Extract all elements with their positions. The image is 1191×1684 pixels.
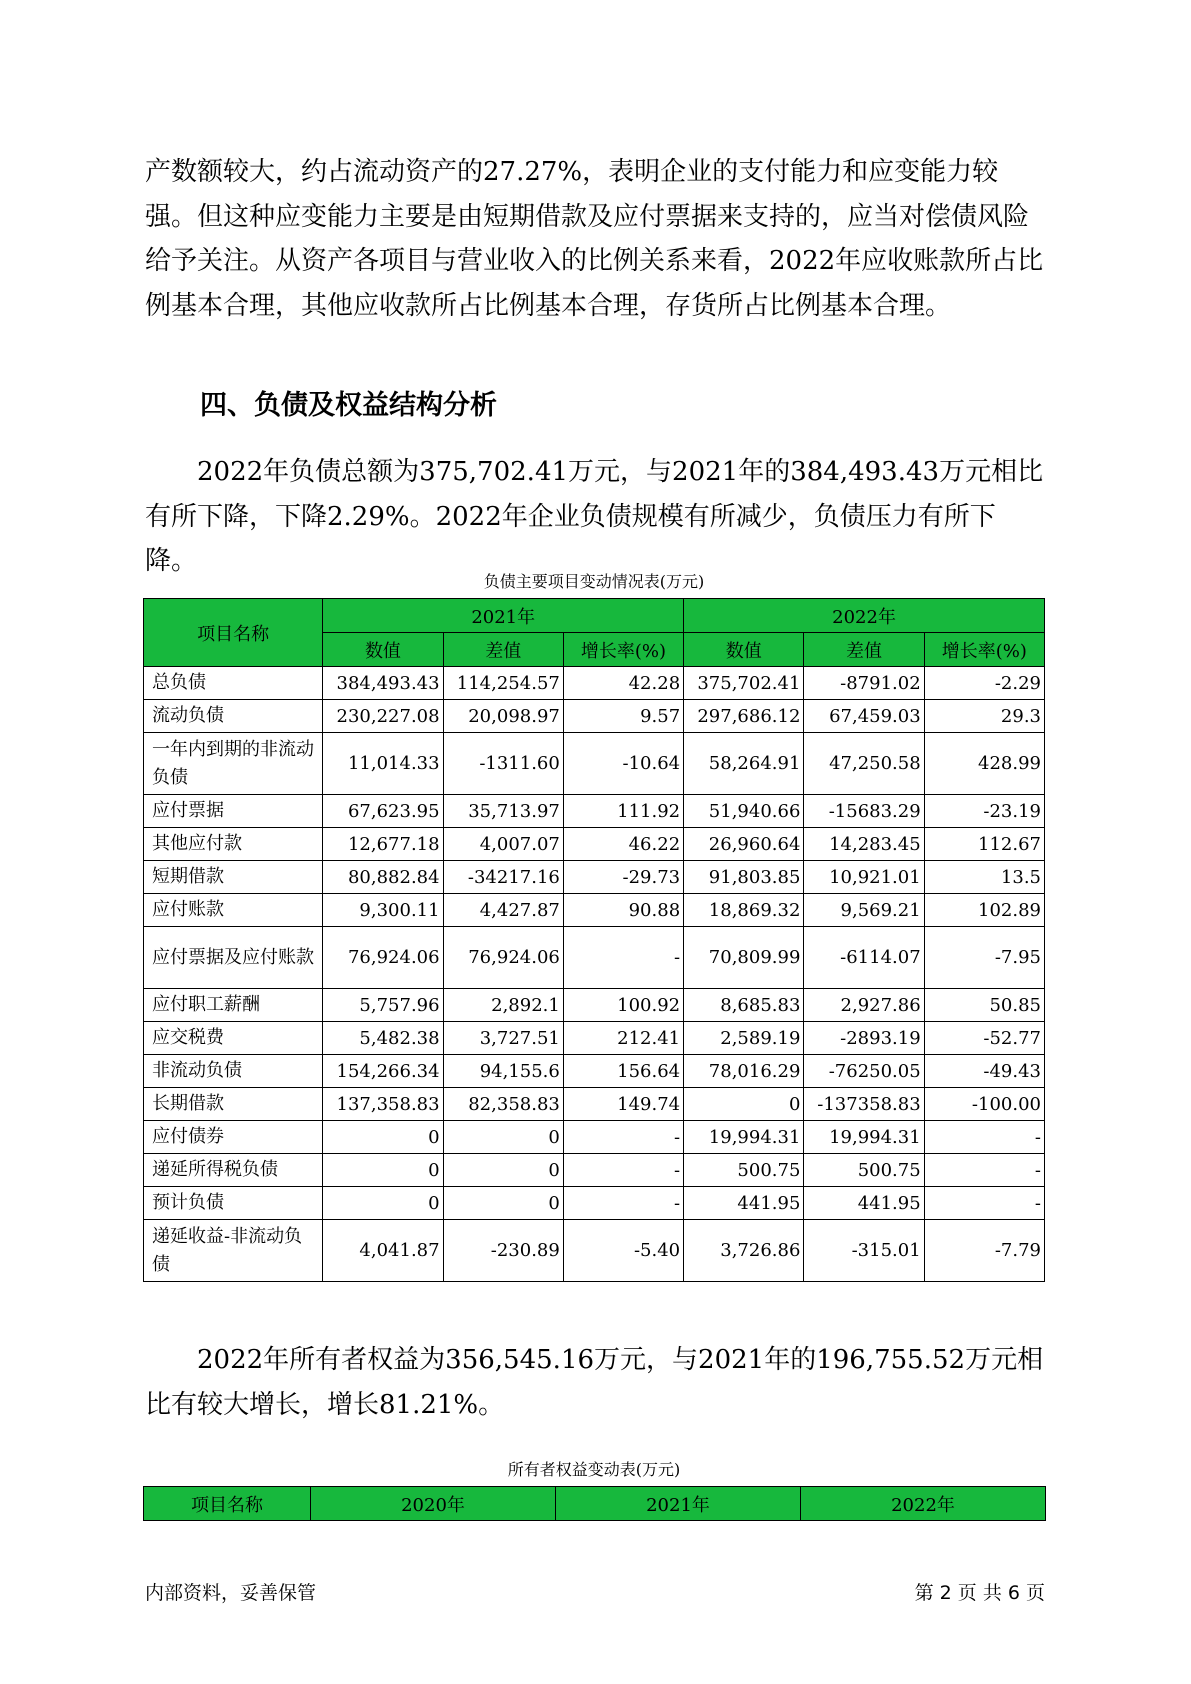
body-paragraph: 2022年所有者权益为356,545.16万元，与2021年的196,755.52万元相比有较大增长，增长81.21%。 [145,1345,1044,1420]
table-cell: -52.77 [924,1022,1044,1055]
column-header: 增长率(%) [563,633,683,667]
table-row [144,989,1045,1022]
table-cell: - [563,1187,683,1220]
table-cell: 13.5 [924,861,1044,894]
table-row [144,927,1045,989]
table-cell: 76,924.06 [323,927,443,989]
table-cell: 4,041.87 [323,1220,443,1282]
table-cell: 149.74 [563,1088,683,1121]
table-cell: 8,685.83 [684,989,804,1022]
table-cell: 42.28 [563,667,683,700]
column-header: 2020年 [311,1487,556,1521]
table-cell: - [924,1187,1044,1220]
table-cell: 82,358.83 [443,1088,563,1121]
table-cell: 0 [323,1154,443,1187]
table-cell: -8791.02 [804,667,924,700]
table-cell: 51,940.66 [684,795,804,828]
table-cell: -23.19 [924,795,1044,828]
column-header: 数值 [684,633,804,667]
table-cell: 90.88 [563,894,683,927]
table-cell: 428.99 [924,733,1044,795]
table-cell: 11,014.33 [323,733,443,795]
table-cell: 500.75 [804,1154,924,1187]
row-label: 非流动负债 [144,1055,323,1088]
column-header: 项目名称 [144,1487,311,1521]
table-row [144,1088,1045,1121]
table-cell: 19,994.31 [684,1121,804,1154]
table-cell: 9,300.11 [323,894,443,927]
table-cell: 94,155.6 [443,1055,563,1088]
table-cell: 100.92 [563,989,683,1022]
row-label: 应交税费 [144,1022,323,1055]
row-label: 长期借款 [144,1088,323,1121]
table-cell: 3,727.51 [443,1022,563,1055]
table-cell: -137358.83 [804,1088,924,1121]
table-cell: 35,713.97 [443,795,563,828]
table-row [144,1121,1045,1154]
row-label: 应付票据 [144,795,323,828]
footer-confidential: 内部资料，妥善保管 [145,1582,317,1604]
table-cell: 67,459.03 [804,700,924,733]
column-header: 差值 [443,633,563,667]
table-cell: 102.89 [924,894,1044,927]
table-cell: -76250.05 [804,1055,924,1088]
table-cell: -230.89 [443,1220,563,1282]
table-caption: 负债主要项目变动情况表(万元) [483,572,705,591]
table-cell: 20,098.97 [443,700,563,733]
table-row [144,795,1045,828]
table-row [144,894,1045,927]
column-header: 数值 [323,633,443,667]
table-cell: 14,283.45 [804,828,924,861]
table-cell: - [563,927,683,989]
row-label: 短期借款 [144,861,323,894]
table-row [144,828,1045,861]
column-header: 2021年 [556,1487,801,1521]
table-cell: 384,493.43 [323,667,443,700]
row-label: 应付职工薪酬 [144,989,323,1022]
table-cell: -7.95 [924,927,1044,989]
table-cell: -315.01 [804,1220,924,1282]
body-paragraph: 2022年负债总额为375,702.41万元，与2021年的384,493.43万元相比有所下降，下降2.29%。2022年企业负债规模有所减少，负债压力有所下降。 [145,457,1044,576]
table-row [144,1187,1045,1220]
row-label: 预计负债 [144,1187,323,1220]
table-cell: - [924,1154,1044,1187]
table-row [144,1220,1045,1282]
table-row [144,667,1045,700]
table-row [144,1055,1045,1088]
table-cell: - [924,1121,1044,1154]
table-cell: 80,882.84 [323,861,443,894]
table-cell: 0 [443,1187,563,1220]
table-cell: 50.85 [924,989,1044,1022]
table-cell: 19,994.31 [804,1121,924,1154]
table-row [144,1022,1045,1055]
table-body [144,667,1045,1282]
table-cell: 154,266.34 [323,1055,443,1088]
table-cell: 4,427.87 [443,894,563,927]
row-label: 递延收益-非流动负债 [144,1220,323,1282]
table-row [144,861,1045,894]
table-cell: -100.00 [924,1088,1044,1121]
table-cell: 212.41 [563,1022,683,1055]
table-cell: 2,927.86 [804,989,924,1022]
table-cell: 78,016.29 [684,1055,804,1088]
table-cell: -6114.07 [804,927,924,989]
table-cell: 441.95 [804,1187,924,1220]
body-paragraph: 产数额较大，约占流动资产的27.27%，表明企业的支付能力和应变能力较强。但这种应变能力主要是由短期借款及应付票据来支持的，应当对偿债风险给予关注。从资产各项目与营业收入的比例关系来看，2022年应收账款所占比例基本合理，其他应收款所占比例基本合理，存货所占比例基本合理。 [145,157,1044,321]
table-cell: 26,960.64 [684,828,804,861]
row-label: 递延所得税负债 [144,1154,323,1187]
table-cell: 156.64 [563,1055,683,1088]
table-cell: 46.22 [563,828,683,861]
table-cell: -5.40 [563,1220,683,1282]
table-cell: 67,623.95 [323,795,443,828]
table-cell: 18,869.32 [684,894,804,927]
table-row [144,733,1045,795]
table-cell: 0 [323,1187,443,1220]
equity-table [143,1486,1046,1521]
table-cell: -7.79 [924,1220,1044,1282]
row-label: 应付账款 [144,894,323,927]
table-cell: 112.67 [924,828,1044,861]
table-row [144,1154,1045,1187]
table-cell: 5,757.96 [323,989,443,1022]
table-cell: - [563,1121,683,1154]
table-cell: 0 [443,1154,563,1187]
year-header: 2021年 [323,599,684,633]
table-cell: 9,569.21 [804,894,924,927]
table-cell: 0 [443,1121,563,1154]
table-cell: 2,589.19 [684,1022,804,1055]
column-header: 差值 [804,633,924,667]
liabilities-table [143,598,1045,1282]
table-cell: 10,921.01 [804,861,924,894]
table-caption: 所有者权益变动表(万元) [507,1460,681,1479]
table-cell: 47,250.58 [804,733,924,795]
table-cell: 114,254.57 [443,667,563,700]
row-label: 应付债券 [144,1121,323,1154]
table-cell: 297,686.12 [684,700,804,733]
table-cell: 137,358.83 [323,1088,443,1121]
table-cell: -34217.16 [443,861,563,894]
table-cell: 12,677.18 [323,828,443,861]
table-cell: 9.57 [563,700,683,733]
row-label: 应付票据及应付账款 [144,927,323,989]
table-row [144,700,1045,733]
table-cell: 375,702.41 [684,667,804,700]
table-cell: -15683.29 [804,795,924,828]
table-cell: 76,924.06 [443,927,563,989]
table-cell: -2.29 [924,667,1044,700]
table-cell: 91,803.85 [684,861,804,894]
table-cell: -1311.60 [443,733,563,795]
table-cell: 5,482.38 [323,1022,443,1055]
table-cell: 4,007.07 [443,828,563,861]
footer-page-number: 第 2 页 共 6 页 [914,1582,1045,1604]
table-cell: 3,726.86 [684,1220,804,1282]
column-header: 项目名称 [144,599,323,667]
table-cell: -10.64 [563,733,683,795]
table-cell: 111.92 [563,795,683,828]
table-cell: 500.75 [684,1154,804,1187]
table-cell: 58,264.91 [684,733,804,795]
section-title: 四、负债及权益结构分析 [200,390,497,421]
row-label: 总负债 [144,667,323,700]
table-cell: 230,227.08 [323,700,443,733]
table-cell: -2893.19 [804,1022,924,1055]
column-header: 2022年 [801,1487,1046,1521]
table-cell: 70,809.99 [684,927,804,989]
table-cell: 441.95 [684,1187,804,1220]
table-cell: 0 [684,1088,804,1121]
table-cell: -49.43 [924,1055,1044,1088]
table-cell: 2,892.1 [443,989,563,1022]
table-cell: -29.73 [563,861,683,894]
row-label: 一年内到期的非流动负债 [144,733,323,795]
column-header: 增长率(%) [924,633,1044,667]
row-label: 流动负债 [144,700,323,733]
table-cell: - [563,1154,683,1187]
year-header: 2022年 [684,599,1045,633]
table-cell: 0 [323,1121,443,1154]
row-label: 其他应付款 [144,828,323,861]
table-cell: 29.3 [924,700,1044,733]
